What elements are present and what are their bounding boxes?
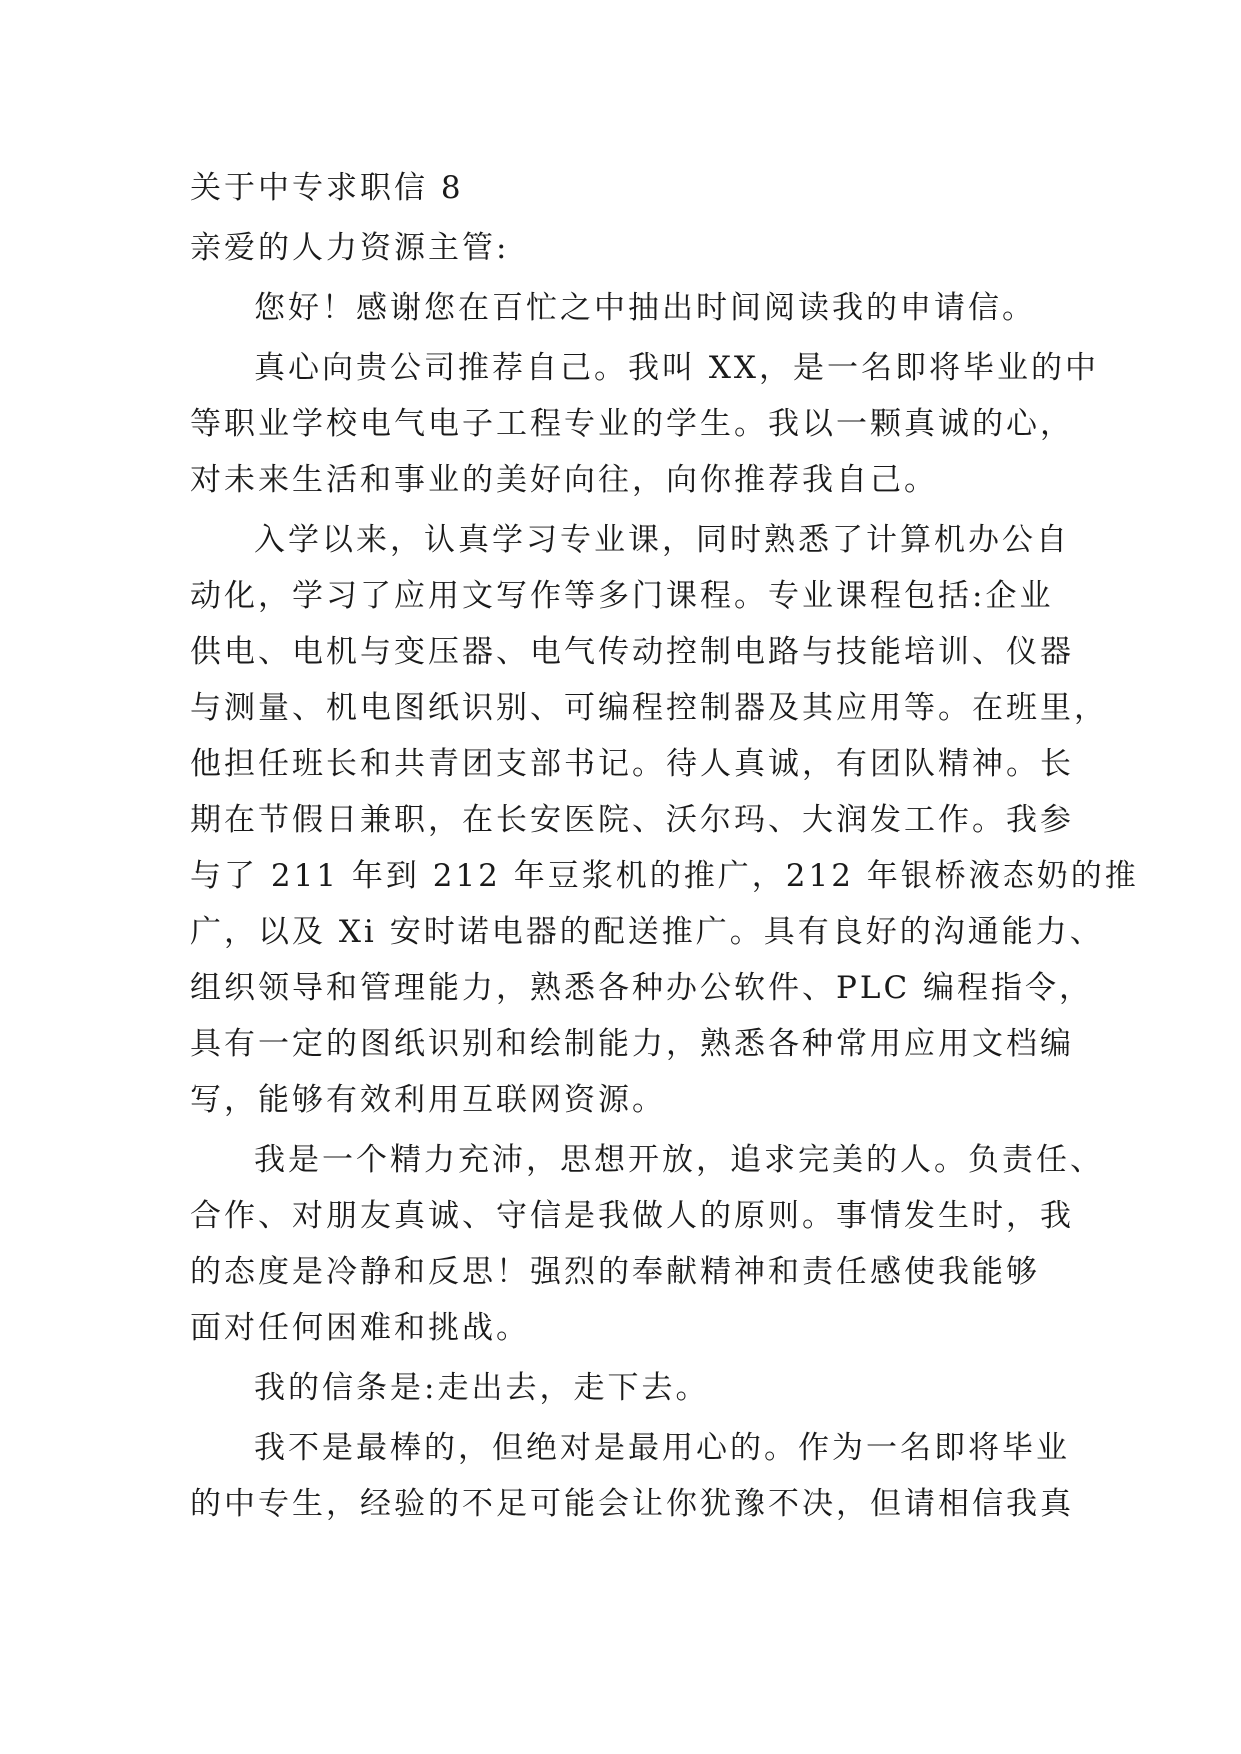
paragraph-education-experience bbox=[190, 512, 1139, 1128]
text-line: 期在节假日兼职，在长安医院、沃尔玛、大润发工作。我参 bbox=[190, 802, 1074, 838]
text-line: 面对任何困难和挑战。 bbox=[190, 1310, 530, 1346]
text-line: 动化，学习了应用文写作等多门课程。专业课程包括:企业 bbox=[190, 578, 1054, 614]
text-line: 我是一个精力充沛，思想开放，追求完美的人。负责任、 bbox=[254, 1142, 1104, 1178]
paragraph-closing bbox=[190, 1420, 1074, 1532]
text-line: 与测量、机电图纸识别、可编程控制器及其应用等。在班里， bbox=[190, 690, 1108, 726]
text-line: 等职业学校电气电子工程专业的学生。我以一颗真诚的心， bbox=[190, 406, 1074, 442]
paragraph-personality bbox=[190, 1132, 1104, 1356]
paragraph-introduction bbox=[190, 340, 1099, 508]
text-line: 广，以及 Xi 安时诺电器的配送推广。具有良好的沟通能力、 bbox=[190, 914, 1104, 950]
text-line: 真心向贵公司推荐自己。我叫 XX，是一名即将毕业的中 bbox=[254, 350, 1099, 386]
text-line: 与了 211 年到 212 年豆浆机的推广，212 年银桥液态奶的推 bbox=[190, 858, 1139, 894]
salutation: 亲爱的人力资源主管: bbox=[190, 230, 510, 266]
document-title: 关于中专求职信 8 bbox=[190, 170, 464, 206]
text-line: 具有一定的图纸识别和绘制能力，熟悉各种常用应用文档编 bbox=[190, 1026, 1074, 1062]
text-line: 组织领导和管理能力，熟悉各种办公软件、PLC 编程指令， bbox=[190, 970, 1094, 1006]
text-line: 他担任班长和共青团支部书记。待人真诚，有团队精神。长 bbox=[190, 746, 1074, 782]
text-line: 供电、电机与变压器、电气传动控制电路与技能培训、仪器 bbox=[190, 634, 1074, 670]
letter-body bbox=[190, 160, 1139, 1532]
text-line: 我的信条是:走出去，走下去。 bbox=[254, 1370, 710, 1406]
text-line: 对未来生活和事业的美好向往，向你推荐我自己。 bbox=[190, 462, 938, 498]
text-line: 我不是最棒的，但绝对是最用心的。作为一名即将毕业 bbox=[254, 1430, 1070, 1466]
text-line: 的中专生，经验的不足可能会让你犹豫不决，但请相信我真 bbox=[190, 1486, 1074, 1522]
text-line: 的态度是冷静和反思！强烈的奉献精神和责任感使我能够 bbox=[190, 1254, 1040, 1290]
text-line: 写，能够有效利用互联网资源。 bbox=[190, 1082, 666, 1118]
paragraph-motto bbox=[190, 1360, 1070, 1416]
text-line: 入学以来，认真学习专业课，同时熟悉了计算机办公自 bbox=[254, 522, 1070, 558]
text-line: 合作、对朋友真诚、守信是我做人的原则。事情发生时，我 bbox=[190, 1198, 1074, 1234]
text-line: 您好！感谢您在百忙之中抽出时间阅读我的申请信。 bbox=[254, 290, 1036, 326]
paragraph-greeting bbox=[190, 280, 1070, 336]
